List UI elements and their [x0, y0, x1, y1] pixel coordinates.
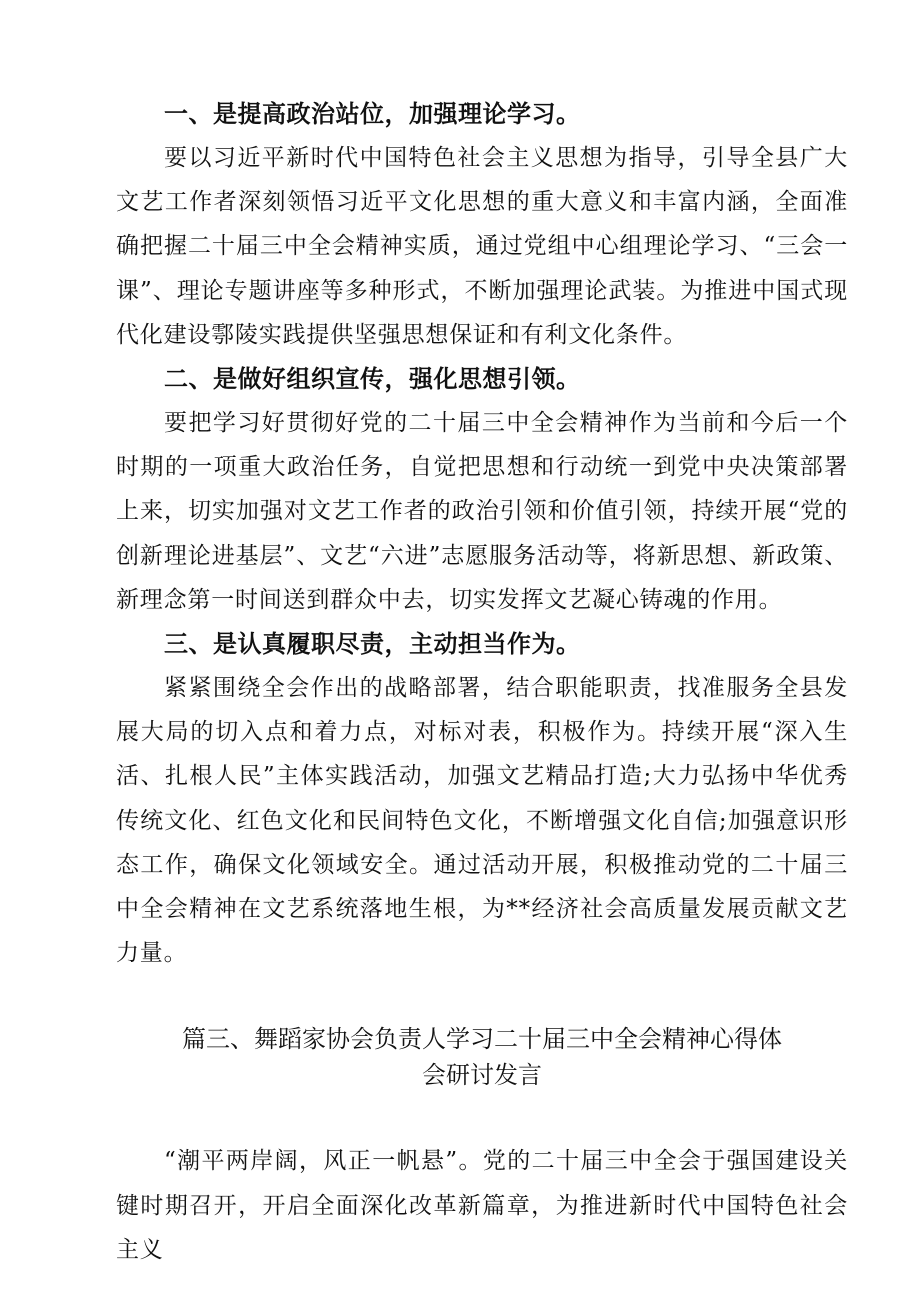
article-title-line-1: 篇三、舞蹈家协会负责人学习二十届三中全会精神心得体	[182, 1025, 782, 1054]
article-title-line-2: 会研讨发言	[422, 1061, 542, 1090]
section-heading-1: 一、是提高政治站位，加强理论学习。	[164, 100, 581, 128]
section-body-2: 要把学习好贯彻好党的二十届三中全会精神作为当前和今后一个时期的一项重大政治任务，自觉把思想和行动统一到党中央决策部署上来，切实加强对文艺工作者的政治引领和价值引领，持续开展“党的创新理论进基层”、文艺“六进”志愿服务活动等，将新思想、新政策、新理念第一时间送到群众中去，切实发挥文艺凝心铸魂的作用。	[116, 410, 848, 613]
section-body-1: 要以习近平新时代中国特色社会主义思想为指导，引导全县广大文艺工作者深刻领悟习近平文化思想的重大意义和丰富内涵，全面准确把握二十届三中全会精神实质，通过党组中心组理论学习、“三会一课”、理论专题讲座等多种形式，不断加强理论武装。为推进中国式现代化建设鄠陵实践提供坚强思想保证和有利文化条件。	[116, 145, 848, 348]
article-intro-paragraph: “潮平两岸阔，风正一帆悬”。党的二十届三中全会于强国建设关键时期召开，开启全面深化改革新篇章，为推进新时代中国特色社会主义	[116, 1148, 848, 1263]
article-title	[116, 1021, 848, 1093]
section-heading-2: 二、是做好组织宣传，强化思想引领。	[164, 365, 581, 394]
document-page	[116, 92, 848, 1272]
section-heading-3: 三、是认真履职尽责，主动担当作为。	[164, 630, 581, 659]
spacer	[116, 1093, 848, 1139]
section-body-3: 紧紧围绕全会作出的战略部署，结合职能职责，找准服务全县发展大局的切入点和着力点，对标对表，积极作为。持续开展“深入生活、扎根人民”主体实践活动，加强文艺精品打造;大力弘扬中华优秀传统文化、红色文化和民间特色文化，不断增强文化自信;加强意识形态工作，确保文化领域安全。通过活动开展，积极推动党的二十届三中全会精神在文艺系统落地生根，为**经济社会高质量发展贡献文艺力量。	[116, 675, 848, 967]
